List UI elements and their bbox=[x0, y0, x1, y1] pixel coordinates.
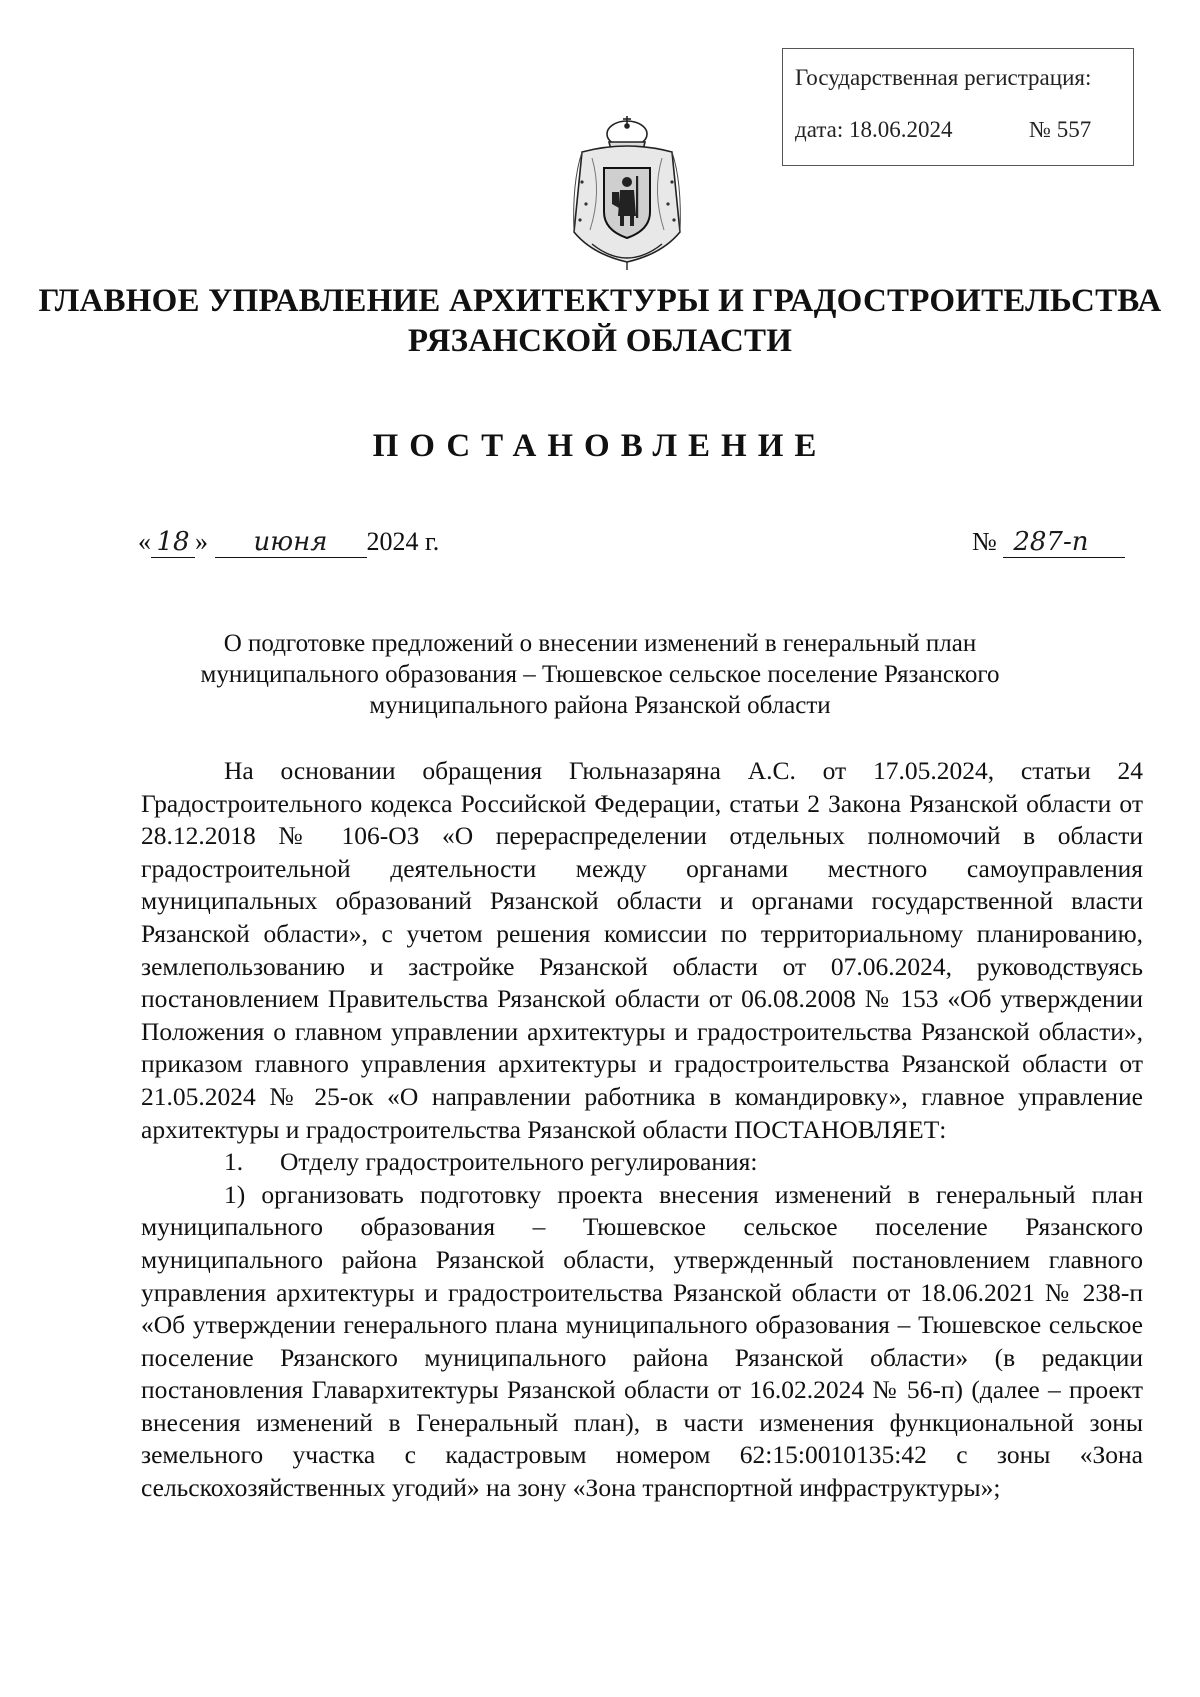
date-month: июня bbox=[215, 527, 367, 558]
preamble-paragraph: На основании обращения Гюльназаряна А.С. от 17.05.2024, статьи 24 Градостроительного кодекса Российской Федерации, статьи 2 Закона Рязанской области от 28.12.2018 № 106-ОЗ «О перераспределении отдельных полномочий в области градостроительной деятельности между органами местного самоуправления муниципальных образований Рязанской области и органами государственной власти Рязанской области», с учетом решения комиссии по территориальному планированию, землепользованию и застройке Рязанской области от 07.06.2024, руководствуясь постановлением Правительства Рязанской области от 06.08.2008 № 153 «Об утверждении Положения о главном управлении архитектуры и градостроительства Рязанской области», приказом главного управления архитектуры и градостроительства Рязанской области от 21.05.2024 № 25-ок «О направлении работника в командировку», главное управление архитектуры и градостроительства Рязанской области ПОСТАНОВЛЯЕТ: bbox=[141, 756, 1143, 1144]
document-subject bbox=[150, 628, 1050, 721]
registration-stamp bbox=[782, 48, 1134, 166]
registration-title: Государственная регистрация: bbox=[795, 65, 1092, 90]
item-1-number: 1. bbox=[224, 1147, 244, 1177]
subitem-1-paragraph: 1) организовать подготовку проекта внесения изменений в генеральный план муниципального образования – Тюшевское сельское поселение Рязанского муниципального района Рязанской области, утвержденный постановлением главного управления архитектуры и градостроительства Рязанской области от 18.06.2021 № 238-п «Об утверждении генерального плана муниципального образования – Тюшевское сельское поселение Рязанского муниципального района Рязанской области» (в редакции постановления Главархитектуры Рязанской области от 16.02.2024 № 56-п) (далее – проект внесения изменений в Генеральный план), в части изменения функциональной зоны земельного участка с кадастровым номером 62:15:0010135:42 с зоны «Зона сельскохозяйственных угодий» на зону «Зона транспортной инфраструктуры»; bbox=[141, 1179, 1143, 1503]
number-value: 287-п bbox=[1003, 527, 1125, 558]
organization-name-line2: РЯЗАНСКОЙ ОБЛАСТИ bbox=[407, 323, 793, 359]
date-year: 2024 г. bbox=[366, 527, 440, 556]
date-open-quote: « bbox=[138, 527, 151, 556]
document-number bbox=[972, 527, 1125, 558]
registration-number: № 557 bbox=[1029, 117, 1092, 142]
item-1-text: Отделу градостроительного регулирования: bbox=[280, 1147, 758, 1177]
document-body bbox=[141, 755, 1143, 1505]
date-close-quote: » bbox=[195, 527, 208, 556]
date-day: 18 bbox=[151, 527, 195, 558]
document-type-title: ПОСТАНОВЛЕНИЕ bbox=[372, 428, 828, 464]
ryazan-coat-of-arms-icon bbox=[562, 112, 692, 274]
subject-line: О подготовке предложений о внесении изменений в генеральный план bbox=[223, 630, 977, 657]
document-date bbox=[138, 527, 439, 558]
subject-line: муниципального района Рязанской области bbox=[369, 692, 831, 719]
subject-line: муниципального образования – Тюшевское сельское поселение Рязанского bbox=[200, 661, 1000, 688]
registration-date: дата: 18.06.2024 bbox=[795, 117, 953, 142]
item-1 bbox=[141, 1146, 1143, 1179]
number-label: № bbox=[972, 527, 997, 556]
organization-name-line1: ГЛАВНОЕ УПРАВЛЕНИЕ АРХИТЕКТУРЫ И ГРАДОСТРОИТЕЛЬСТВА bbox=[38, 283, 1162, 319]
